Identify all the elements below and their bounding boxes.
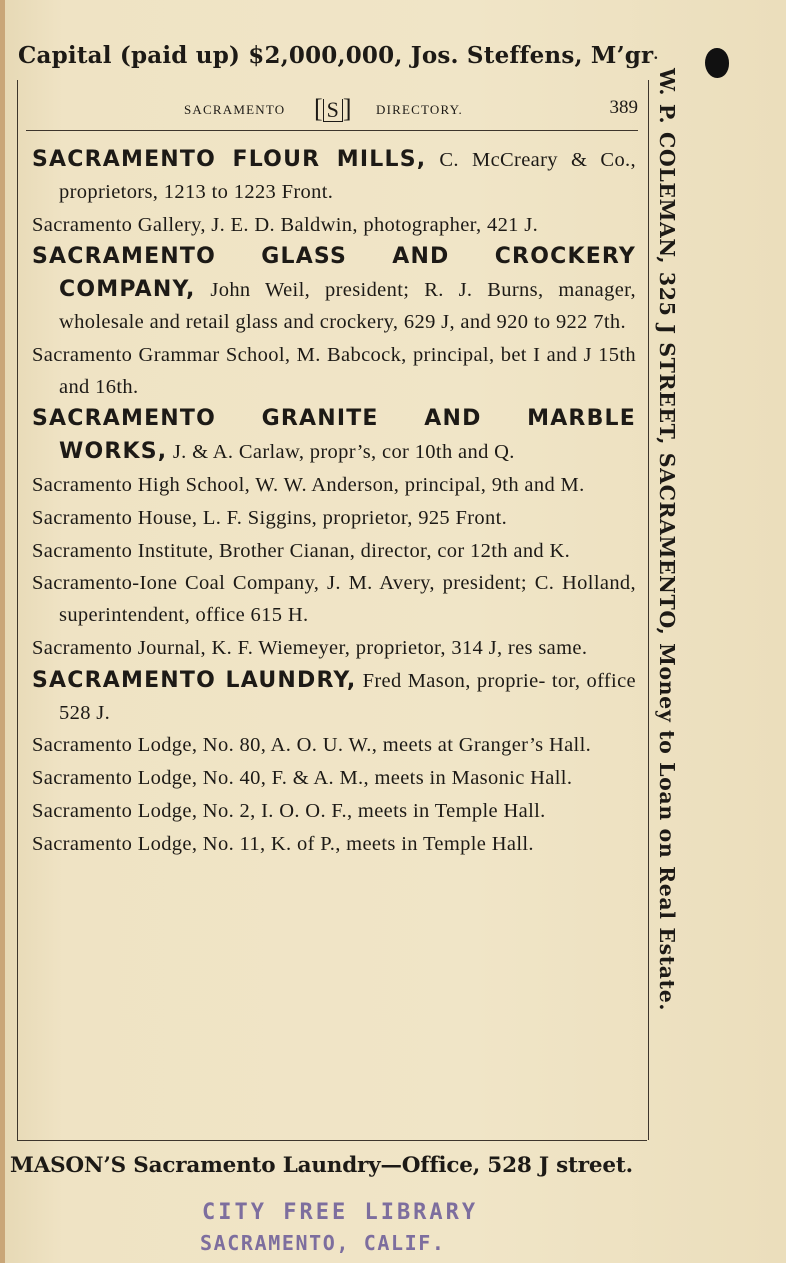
page-number: 389: [609, 97, 638, 118]
entry-text: Sacramento High School, W. W. Anderson, principal, 9th and M.: [32, 473, 585, 496]
entry-text: Sacramento Gallery, J. E. D. Baldwin, photographer, 421 J.: [32, 213, 539, 236]
header-left: SACRAMENTO: [184, 102, 286, 117]
directory-entry: [32, 665, 636, 730]
ink-blot: [705, 48, 729, 78]
side-advertisement: [652, 68, 682, 1148]
entry-text: Sacramento Journal, K. F. Wiemeyer, proprietor, 314 J, res same.: [32, 636, 588, 659]
directory-entry: [32, 339, 636, 404]
header-mark-letter: S: [323, 99, 343, 122]
directory-entry: [32, 795, 636, 828]
directory-entry: [32, 535, 636, 568]
page-edge: [0, 0, 5, 1263]
directory-entry: [32, 567, 636, 632]
header-mark: [ S ]: [314, 94, 352, 123]
directory-entry: [32, 144, 636, 209]
entry-text: C. McCreary & Co., proprietors, 1213 to 1223 Front.: [59, 149, 636, 203]
side-ad-text: W. P. COLEMAN, 325 J STREET, SACRAMENTO, Money to Loan on Real Estate.: [655, 68, 679, 1012]
entry-text: Sacramento Lodge, No. 40, F. & A. M., meets in Masonic Hall.: [32, 767, 573, 790]
directory-entry: [32, 762, 636, 795]
top-ad-end: .: [653, 47, 659, 63]
entry-text: J. & A. Carlaw, propr’s, cor 10th and Q.: [167, 441, 515, 464]
entry-text: Sacramento Lodge, No. 80, A. O. U. W., meets at Granger’s Hall.: [32, 734, 592, 757]
entry-heading: SACRAMENTO GRANITE AND MARBLE WORKS,: [32, 406, 636, 465]
stamp-line-1: CITY FREE LIBRARY: [202, 1200, 479, 1225]
directory-entries: [32, 144, 636, 861]
entry-heading: SACRAMENTO GLASS AND CROCKERY COMPANY,: [32, 244, 636, 303]
entry-text: Sacramento Lodge, No. 2, I. O. O. F., meets in Temple Hall.: [32, 799, 546, 822]
directory-entry: [32, 632, 636, 665]
page-frame-bottom: [17, 1140, 647, 1141]
header-rule: [26, 130, 638, 131]
top-advertisement: [18, 42, 658, 69]
entry-heading: SACRAMENTO LAUNDRY,: [32, 667, 357, 693]
entry-text: Fred Mason, proprie- tor, office 528 J.: [59, 669, 636, 724]
entry-text: Sacramento-Ione Coal Company, J. M. Avery, president; C. Holland, superintendent, office 615 H.: [32, 572, 636, 627]
entry-heading: SACRAMENTO FLOUR MILLS,: [32, 147, 427, 172]
entry-text: Sacramento Grammar School, M. Babcock, principal, bet I and J 15th and 16th.: [32, 343, 636, 398]
entry-text: Sacramento House, L. F. Siggins, proprietor, 925 Front.: [32, 506, 508, 529]
directory-entry: [32, 469, 636, 502]
running-header: [20, 96, 640, 126]
top-ad-text: Capital (paid up) $2,000,000, Jos. Steffens, M’gr: [18, 42, 654, 69]
directory-entry: [32, 241, 636, 338]
directory-entry: [32, 828, 636, 861]
directory-entry: [32, 502, 636, 535]
stamp-line-2: SACRAMENTO, CALIF.: [200, 1231, 446, 1255]
entry-text: John Weil, president; R. J. Burns, manager, wholesale and retail glass and crockery, 629 J, and 920 to 922 7th.: [59, 279, 636, 333]
directory-entry: [32, 403, 636, 469]
entry-text: Sacramento Institute, Brother Cianan, director, cor 12th and K.: [32, 539, 571, 562]
directory-entry: [32, 209, 636, 242]
library-stamp: [200, 1198, 560, 1258]
bottom-advertisement: MASON’S Sacramento Laundry—Office, 528 J street.: [10, 1153, 633, 1178]
directory-entry: [32, 729, 636, 762]
entry-text: Sacramento Lodge, No. 11, K. of P., meets in Temple Hall.: [32, 832, 534, 855]
header-right: DIRECTORY.: [376, 102, 464, 117]
